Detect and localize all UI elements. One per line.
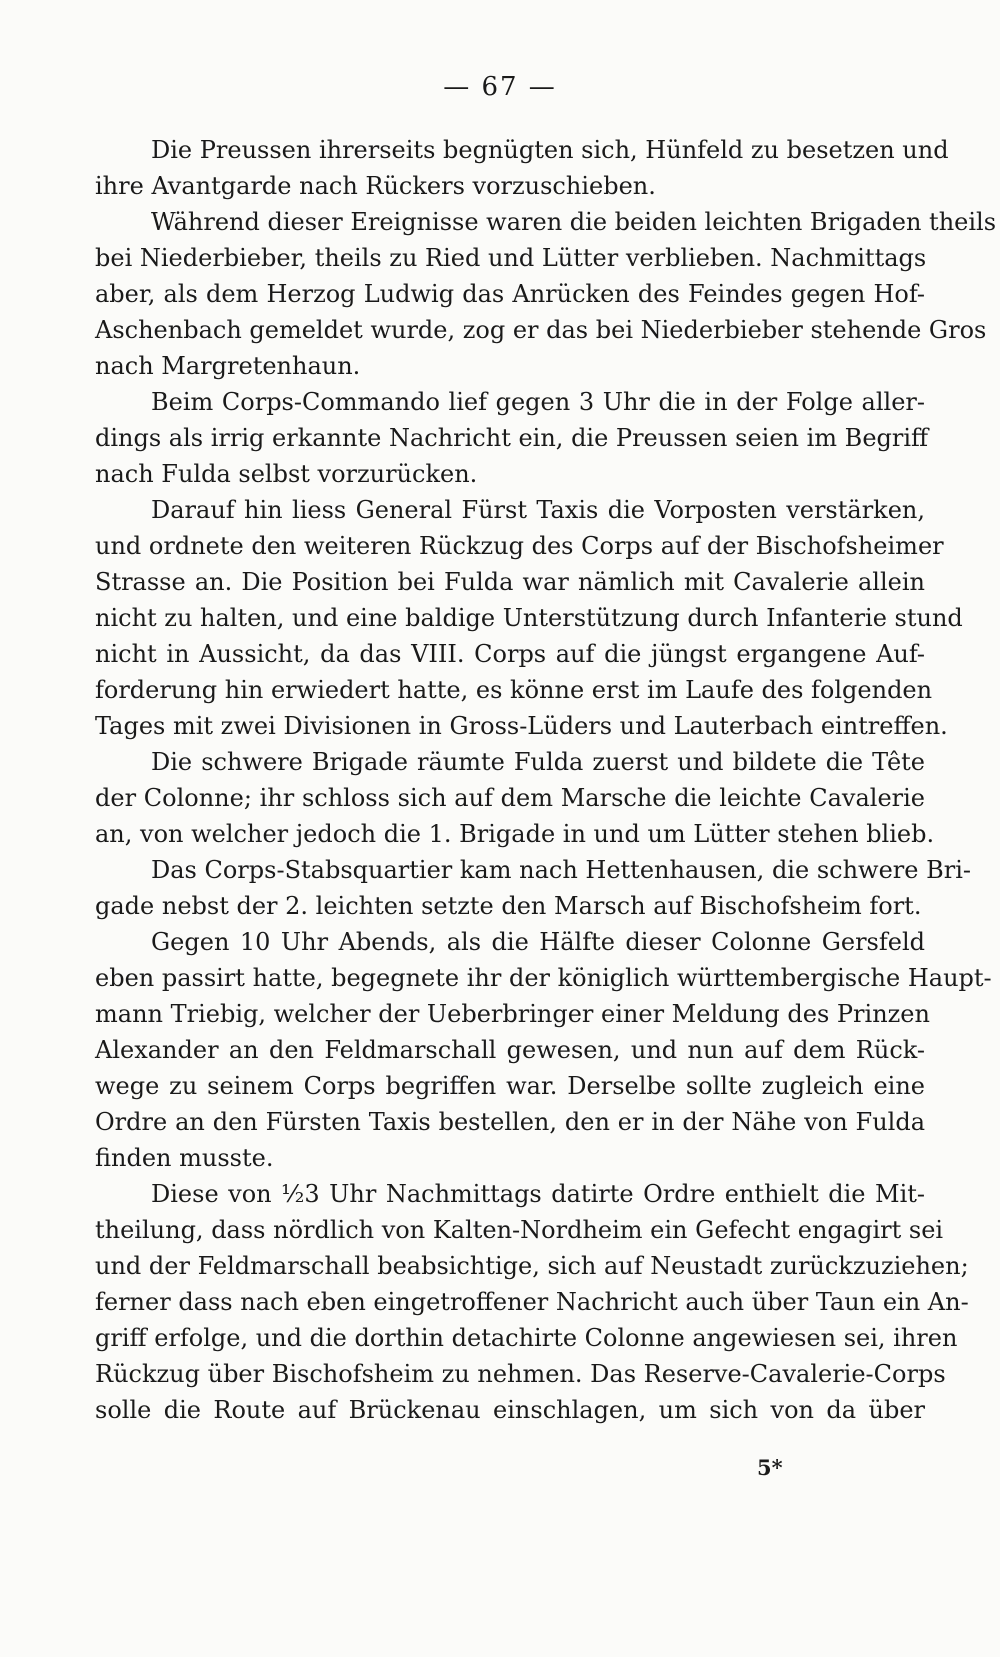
signature-mark: 5* xyxy=(757,1455,783,1480)
text-line: Tages mit zwei Divisionen in Gross-Lüders und Lauterbach eintreffen. xyxy=(95,712,948,740)
text-line: Die schwere Brigade räumte Fulda zuerst und bildete die Tête xyxy=(151,748,925,776)
body-text xyxy=(95,132,997,1432)
text-line: nicht zu halten, und eine baldige Unterstützung durch Infanterie stund xyxy=(95,604,963,632)
text-line: Aschenbach gemeldet wurde, zog er das bei Niederbieber stehende Gros xyxy=(95,316,987,344)
text-line: an, von welcher jedoch die 1. Brigade in und um Lütter stehen blieb. xyxy=(95,820,935,848)
text-line: Das Corps-Stabsquartier kam nach Hettenhausen, die schwere Bri- xyxy=(151,856,971,884)
text-line: Während dieser Ereignisse waren die beiden leichten Brigaden theils xyxy=(151,208,997,236)
text-line: wege zu seinem Corps begriffen war. Derselbe sollte zugleich eine xyxy=(95,1072,925,1100)
text-line: der Colonne; ihr schloss sich auf dem Marsche die leichte Cavalerie xyxy=(95,784,925,812)
text-line: dings als irrig erkannte Nachricht ein, die Preussen seien im Begriff xyxy=(95,424,929,452)
text-line: mann Triebig, welcher der Ueberbringer einer Meldung des Prinzen xyxy=(95,1000,930,1028)
text-line: griff erfolge, und die dorthin detachirte Colonne angewiesen sei, ihren xyxy=(95,1324,958,1352)
text-line: bei Niederbieber, theils zu Ried und Lütter verblieben. Nachmittags xyxy=(95,244,927,272)
text-line: Gegen 10 Uhr Abends, als die Hälfte dieser Colonne Gersfeld xyxy=(151,928,925,956)
page-number: — 67 — xyxy=(443,72,557,102)
text-line: Strasse an. Die Position bei Fulda war nämlich mit Cavalerie allein xyxy=(95,568,925,596)
text-line: ferner dass nach eben eingetroffener Nachricht auch über Taun ein An- xyxy=(95,1288,969,1316)
text-line: Ordre an den Fürsten Taxis bestellen, den er in der Nähe von Fulda xyxy=(95,1108,925,1136)
text-line: nicht in Aussicht, da das VIII. Corps auf die jüngst ergangene Auf- xyxy=(95,640,925,668)
text-line: Rückzug über Bischofsheim zu nehmen. Das Reserve-Cavalerie-Corps xyxy=(95,1360,946,1388)
text-line: Alexander an den Feldmarschall gewesen, und nun auf dem Rück- xyxy=(95,1036,925,1064)
text-line: aber, als dem Herzog Ludwig das Anrücken des Feindes gegen Hof- xyxy=(95,280,925,308)
text-line: gade nebst der 2. leichten setzte den Marsch auf Bischofsheim fort. xyxy=(95,892,922,920)
text-line: eben passirt hatte, begegnete ihr der königlich württembergische Haupt- xyxy=(95,964,992,992)
text-line: theilung, dass nördlich von Kalten-Nordheim ein Gefecht engagirt sei xyxy=(95,1216,944,1244)
text-line: finden musste. xyxy=(95,1144,274,1172)
text-line: und ordnete den weiteren Rückzug des Corps auf der Bischofsheimer xyxy=(95,532,944,560)
text-line: Beim Corps-Commando lief gegen 3 Uhr die in der Folge aller- xyxy=(151,388,925,416)
text-line: nach Margretenhaun. xyxy=(95,352,361,380)
text-line: forderung hin erwiedert hatte, es könne erst im Laufe des folgenden xyxy=(95,676,933,704)
text-line: Diese von ½3 Uhr Nachmittags datirte Ordre enthielt die Mit- xyxy=(151,1180,925,1208)
text-line: und der Feldmarschall beabsichtige, sich auf Neustadt zurückzuziehen; xyxy=(95,1252,969,1280)
text-line: Darauf hin liess General Fürst Taxis die Vorposten verstärken, xyxy=(151,496,925,524)
text-line: Die Preussen ihrerseits begnügten sich, Hünfeld zu besetzen und xyxy=(151,136,949,164)
text-line: ihre Avantgarde nach Rückers vorzuschieben. xyxy=(95,172,656,200)
text-line: solle die Route auf Brückenau einschlagen, um sich von da über xyxy=(95,1396,925,1424)
text-line: nach Fulda selbst vorzurücken. xyxy=(95,460,478,488)
